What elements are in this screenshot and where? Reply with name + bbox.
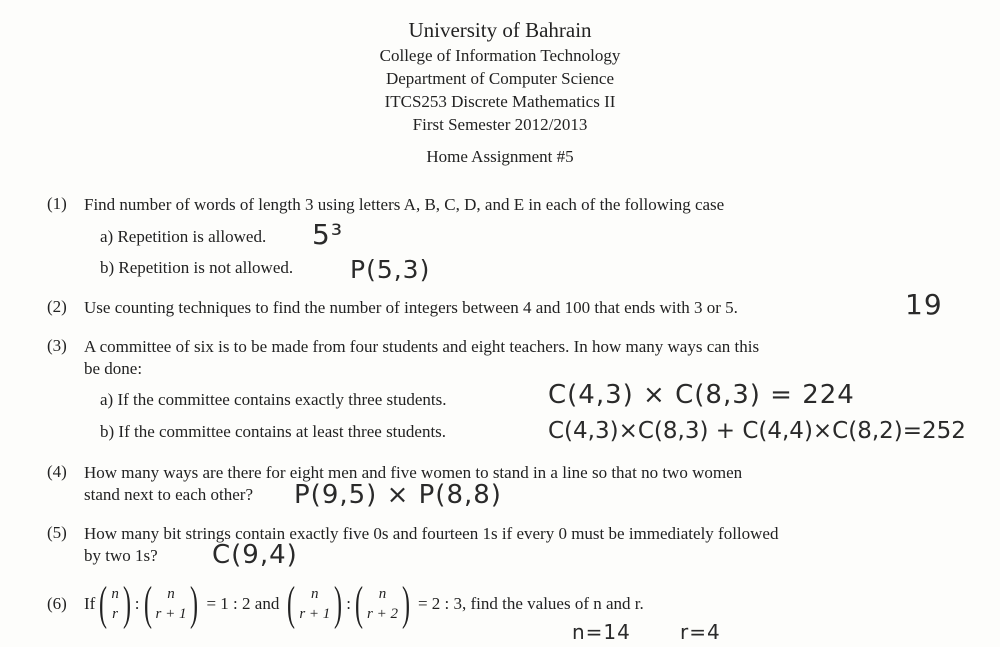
question-number-2: (2) [47, 297, 67, 316]
college-name: College of Information Technology [379, 46, 621, 65]
question-3a [100, 390, 447, 410]
question-1a [100, 227, 266, 247]
ratio-colon: : [134, 594, 140, 613]
answer-6-n: n=14 [572, 620, 631, 644]
part-label: a) [100, 390, 114, 409]
semester: First Semester 2012/2013 [412, 115, 588, 134]
question-1b [100, 258, 293, 278]
answer-3b: C(4,3)×C(8,3) + C(4,4)×C(8,2)=252 [548, 418, 966, 444]
assignment-title: Home Assignment #5 [426, 147, 574, 166]
question-4-text-line1: How many ways are there for eight men and five women to stand in a line so that no two women [84, 463, 743, 482]
university-name: University of Bahrain [408, 18, 592, 42]
binom-bottom: r + 1 [299, 606, 331, 622]
question-2-text: Use counting techniques to find the number of integers between 4 and 100 that ends with 3 or 5. [84, 298, 738, 317]
question-3b [100, 422, 446, 442]
binom-bottom: r + 1 [155, 606, 187, 622]
answer-4: P(9,5) × P(8,8) [294, 480, 502, 510]
answer-6-r: r=4 [680, 620, 721, 644]
question-number-4: (4) [47, 462, 67, 481]
binom-bottom: r [112, 606, 118, 622]
question-6-text [84, 578, 644, 630]
ratio-2: = 2 : 3, find the values of n and r. [417, 594, 644, 613]
answer-3a: C(4,3) × C(8,3) = 224 [548, 380, 855, 410]
binom-top: n [378, 586, 387, 602]
part-text: Repetition is not allowed. [118, 258, 294, 277]
ratio-1: = 1 : 2 and [206, 594, 280, 613]
binomial-n-r-plus-1-second: ( n r + 1 ) [287, 577, 343, 630]
question-number-5: (5) [47, 523, 67, 542]
question-3-text-line2: be done: [84, 359, 143, 378]
binom-top: n [311, 586, 319, 602]
ratio-colon: : [346, 594, 351, 613]
answer-1b: P(5,3) [350, 255, 431, 284]
binom-top: n [167, 586, 175, 602]
document-header [0, 16, 1000, 168]
answer-2: 19 [905, 288, 943, 321]
course-title: ITCS253 Discrete Mathematics II [384, 92, 616, 111]
question-1-text: Find number of words of length 3 using letters A, B, C, D, and E in each of the following case [84, 195, 725, 214]
part-label: b) [100, 422, 115, 441]
binomial-n-r-plus-1: ( n r + 1 ) [143, 577, 199, 630]
part-label: a) [100, 227, 114, 246]
binomial-n-r: ( n r ) [99, 577, 131, 630]
question-number-6: (6) [47, 594, 67, 613]
question-3-text-line1: A committee of six is to be made from four students and eight teachers. In how many ways can this [84, 337, 760, 356]
answer-1a: 5³ [312, 218, 344, 251]
department-name: Department of Computer Science [385, 69, 614, 88]
question-5-text-line2: by two 1s? [84, 546, 158, 565]
part-text: If the committee contains exactly three students. [117, 390, 447, 409]
part-label: b) [100, 258, 115, 277]
binom-bottom: r + 2 [366, 606, 398, 622]
if-word: If [84, 594, 96, 613]
question-4-text-line2: stand next to each other? [84, 485, 253, 504]
part-text: Repetition is allowed. [117, 227, 267, 246]
question-5-text-line1: How many bit strings contain exactly five 0s and fourteen 1s if every 0 must be immediately followed [84, 524, 779, 543]
part-text: If the committee contains at least three students. [118, 422, 447, 441]
binom-top: n [111, 586, 119, 602]
binomial-n-r-plus-2: ( n r + 2 ) [354, 577, 410, 630]
question-number-1: (1) [47, 194, 67, 213]
answer-5: C(9,4) [212, 540, 298, 570]
question-number-3: (3) [47, 336, 67, 355]
